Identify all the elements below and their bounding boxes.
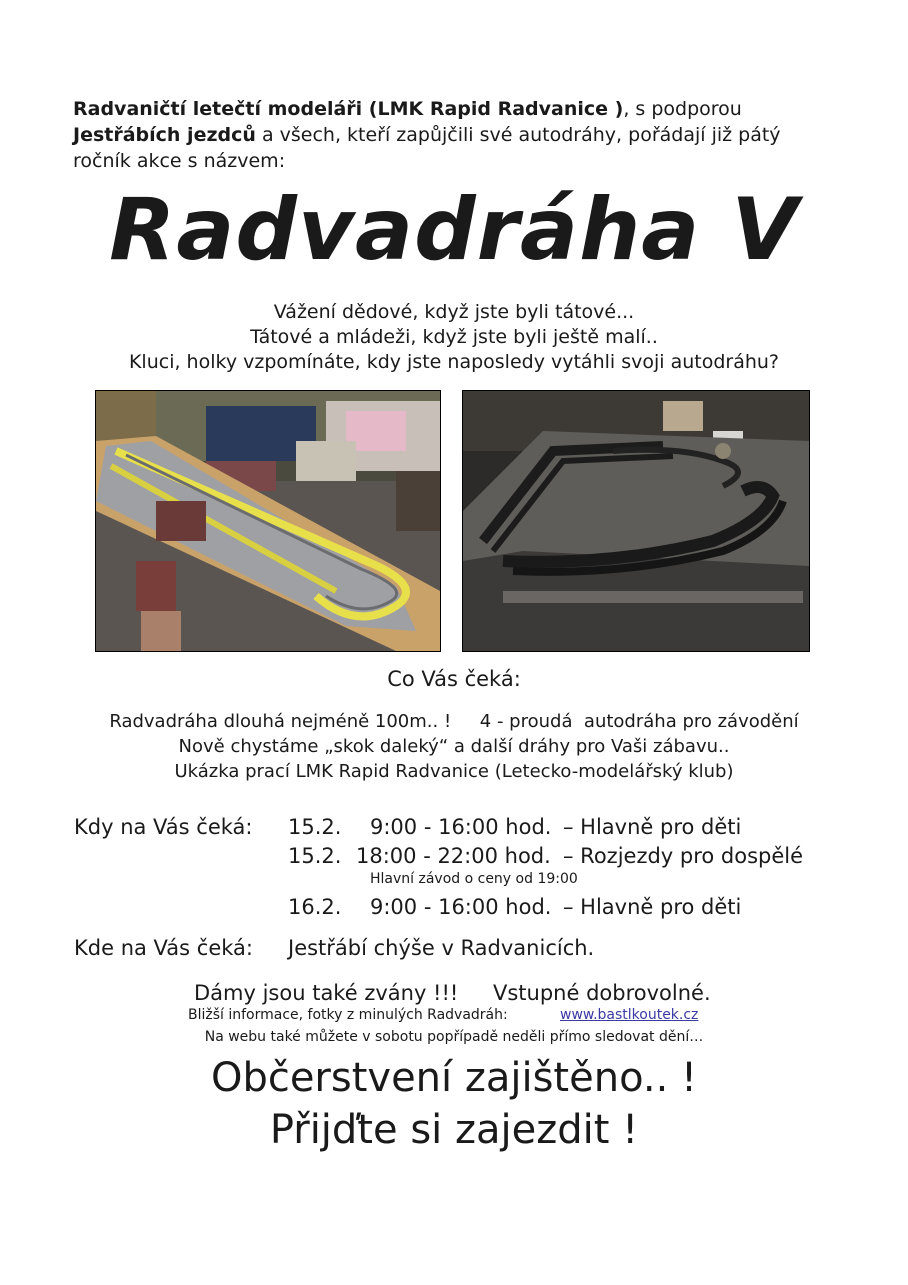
when-label: Kdy na Vás čeká: <box>74 815 253 839</box>
invitation-line: Přijďte si zajezdit ! <box>269 1107 639 1153</box>
schedule-note-2: – Rozjezdy pro dospělé <box>563 844 804 868</box>
track-photo-floor <box>462 390 810 652</box>
schedule-date-1: 15.2. <box>288 815 342 839</box>
main-race-note: Hlavní závod o ceny od 19:00 <box>370 871 578 887</box>
greeting-line-3: Kluci, holky vzpomínáte, kdy jste naposledy vytáhli svoji autodráhu? <box>128 351 780 373</box>
schedule-note-1: – Hlavně pro děti <box>563 815 742 839</box>
track-photo-hall <box>95 390 441 652</box>
schedule-date-2: 15.2. <box>288 844 342 868</box>
schedule-time-1: 9:00 - 16:00 hod. <box>370 815 552 839</box>
web-note: Na webu také můžete v sobotu popřípadě neděli přímo sledovat dění… <box>204 1029 704 1045</box>
intro-paragraph <box>73 96 843 174</box>
schedule-date-3: 16.2. <box>288 895 342 919</box>
feature-line-2: Nově chystáme „skok daleký“ a další dráhy pro Vaši zábavu.. <box>178 736 730 757</box>
schedule-note-3: – Hlavně pro děti <box>563 895 742 919</box>
ladies-invite: Dámy jsou také zvány !!! <box>194 981 459 1005</box>
where-value: Jestřábí chýše v Radvanicích. <box>288 936 595 960</box>
greeting <box>0 300 908 375</box>
refreshments-line: Občerstvení zajištěno.. ! <box>210 1055 698 1101</box>
greeting-line-2: Tátové a mládeži, když jste byli ještě malí.. <box>250 326 658 348</box>
offer-heading: Co Vás čeká: <box>387 667 521 691</box>
intro-text-1: , s podporou <box>623 98 742 120</box>
features-list <box>0 709 908 784</box>
schedule-time-2: 18:00 - 22:00 hod. <box>356 844 551 868</box>
website-link[interactable]: www.bastlkoutek.cz <box>560 1007 699 1023</box>
info-text: Bližší informace, fotky z minulých Radvadráh: <box>188 1007 508 1023</box>
feature-line-1: Radvadráha dlouhá nejméně 100m.. ! 4 - proudá autodráha pro závodění <box>109 711 799 732</box>
organizer-name: Radvaničtí letečtí modeláři (LMK Rapid Radvanice ) <box>73 98 624 120</box>
where-label: Kde na Vás čeká: <box>74 936 253 960</box>
partner-name: Jestřábích jezdců <box>73 124 256 146</box>
schedule-time-3: 9:00 - 16:00 hod. <box>370 895 552 919</box>
entry-fee: Vstupné dobrovolné. <box>493 981 711 1005</box>
intro-text-2: a všech, kteří zapůjčili své autodráhy, pořádají již pátý ročník akce s názvem: <box>73 124 781 172</box>
greeting-line-1: Vážení dědové, když jste byli tátové... <box>273 301 635 323</box>
feature-line-3: Ukázka prací LMK Rapid Radvanice (Letecko-modelářský klub) <box>174 761 734 782</box>
event-title: Radvadráha V <box>109 180 799 280</box>
